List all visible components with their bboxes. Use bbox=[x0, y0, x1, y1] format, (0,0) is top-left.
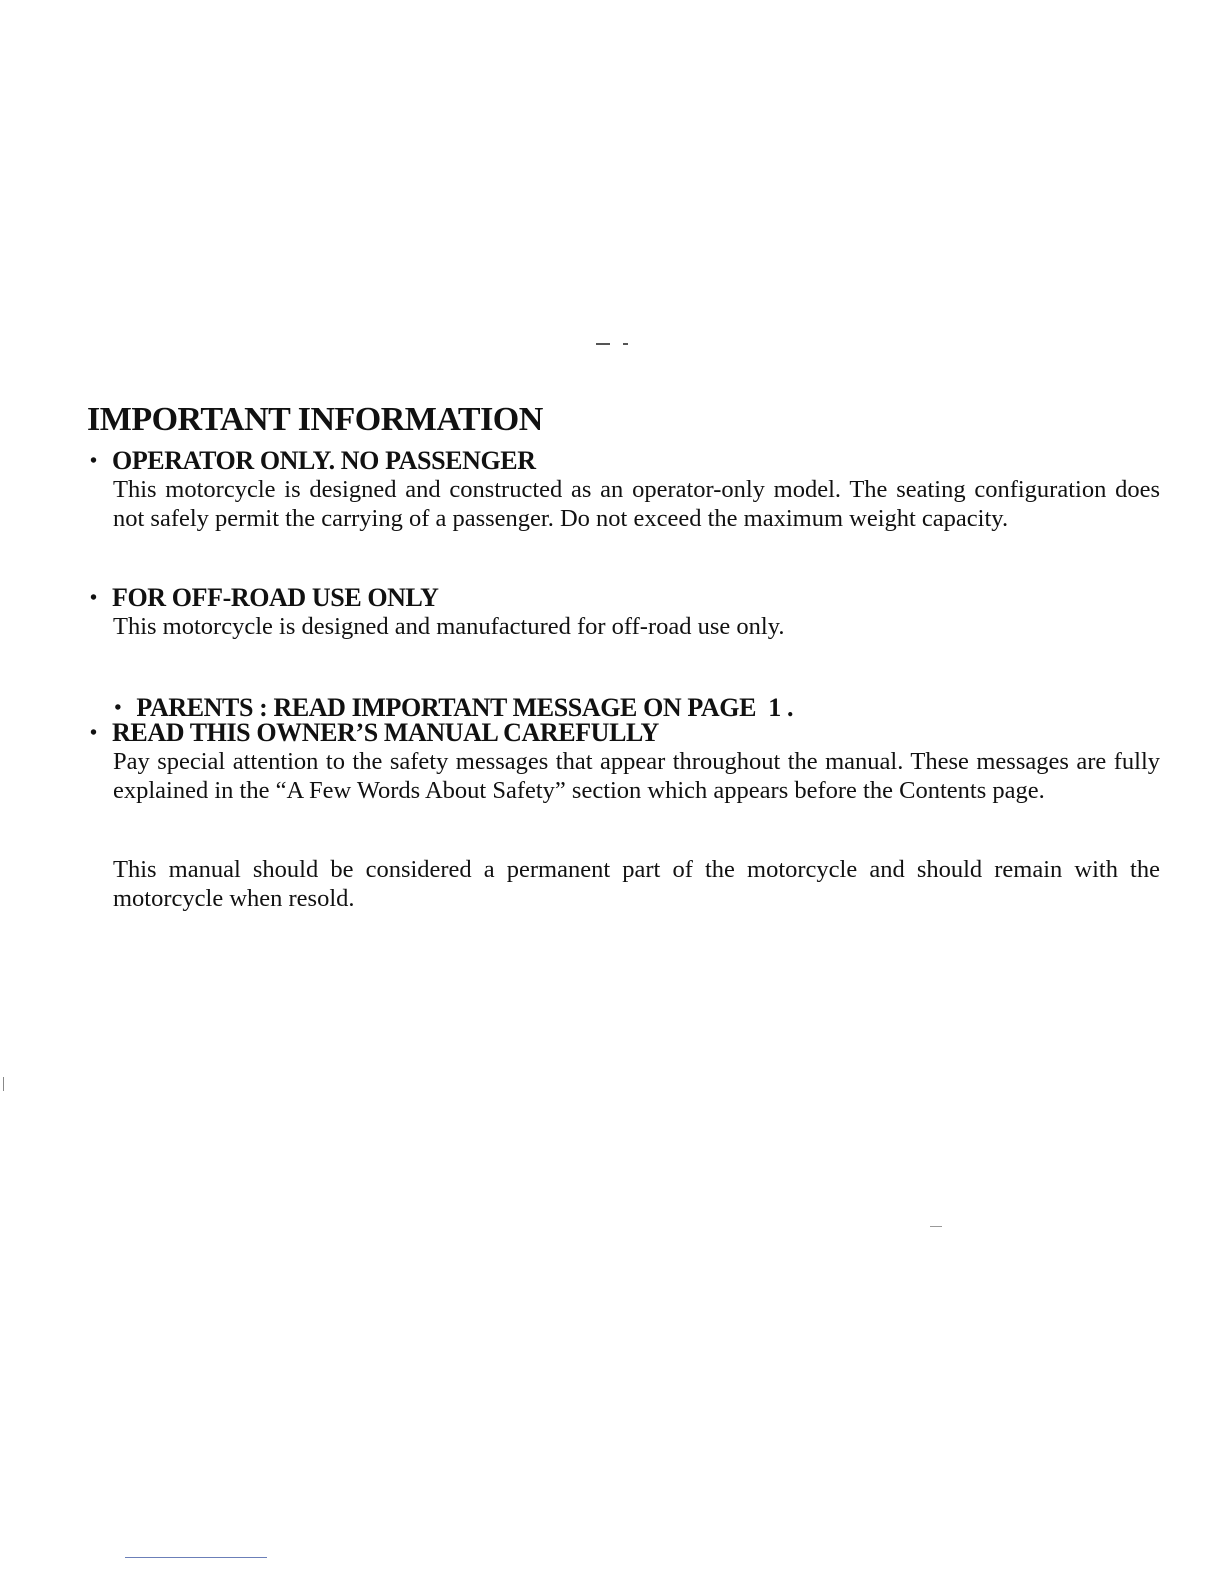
item-heading-text: OPERATOR ONLY. NO PASSENGER bbox=[112, 446, 536, 475]
item-heading bbox=[90, 446, 1160, 476]
bullet-icon: • bbox=[90, 450, 97, 472]
info-item-read-manual bbox=[90, 718, 1160, 805]
scan-mark bbox=[596, 343, 610, 345]
scan-mark bbox=[3, 1077, 4, 1091]
item-heading-text: FOR OFF-ROAD USE ONLY bbox=[112, 583, 439, 612]
item-heading-text: PARENTS : READ IMPORTANT MESSAGE ON PAGE 1 . bbox=[136, 693, 794, 722]
item-heading-text: READ THIS OWNER’S MANUAL CAREFULLY bbox=[112, 718, 659, 747]
info-item-operator-only bbox=[90, 446, 1160, 533]
bullet-icon: • bbox=[114, 697, 122, 719]
scan-mark bbox=[930, 1226, 942, 1227]
item-body: Pay special attention to the safety messages that appear throughout the manual. These messages are fully explained in the “A Few Words About Safety” section which appears before the Contents page. bbox=[113, 748, 1160, 804]
item-body: This motorcycle is designed and manufactured for off-road use only. bbox=[113, 613, 785, 640]
bullet-icon: • bbox=[90, 587, 97, 609]
scan-mark bbox=[623, 343, 628, 345]
item-heading bbox=[90, 718, 1160, 748]
page-title: IMPORTANT INFORMATION bbox=[87, 401, 543, 438]
bullet-icon: • bbox=[90, 722, 97, 744]
item-heading bbox=[90, 583, 1160, 613]
permanent-part-note: This manual should be considered a permanent part of the motorcycle and should remain with the motorcycle when resold. bbox=[113, 856, 1160, 912]
footer-rule bbox=[125, 1557, 267, 1558]
item-body: This motorcycle is designed and constructed as an operator-only model. The seating configuration does not safely permit the carrying of a passenger. Do not exceed the maximum weight capacity. bbox=[113, 476, 1160, 532]
info-item-off-road bbox=[90, 583, 1160, 642]
